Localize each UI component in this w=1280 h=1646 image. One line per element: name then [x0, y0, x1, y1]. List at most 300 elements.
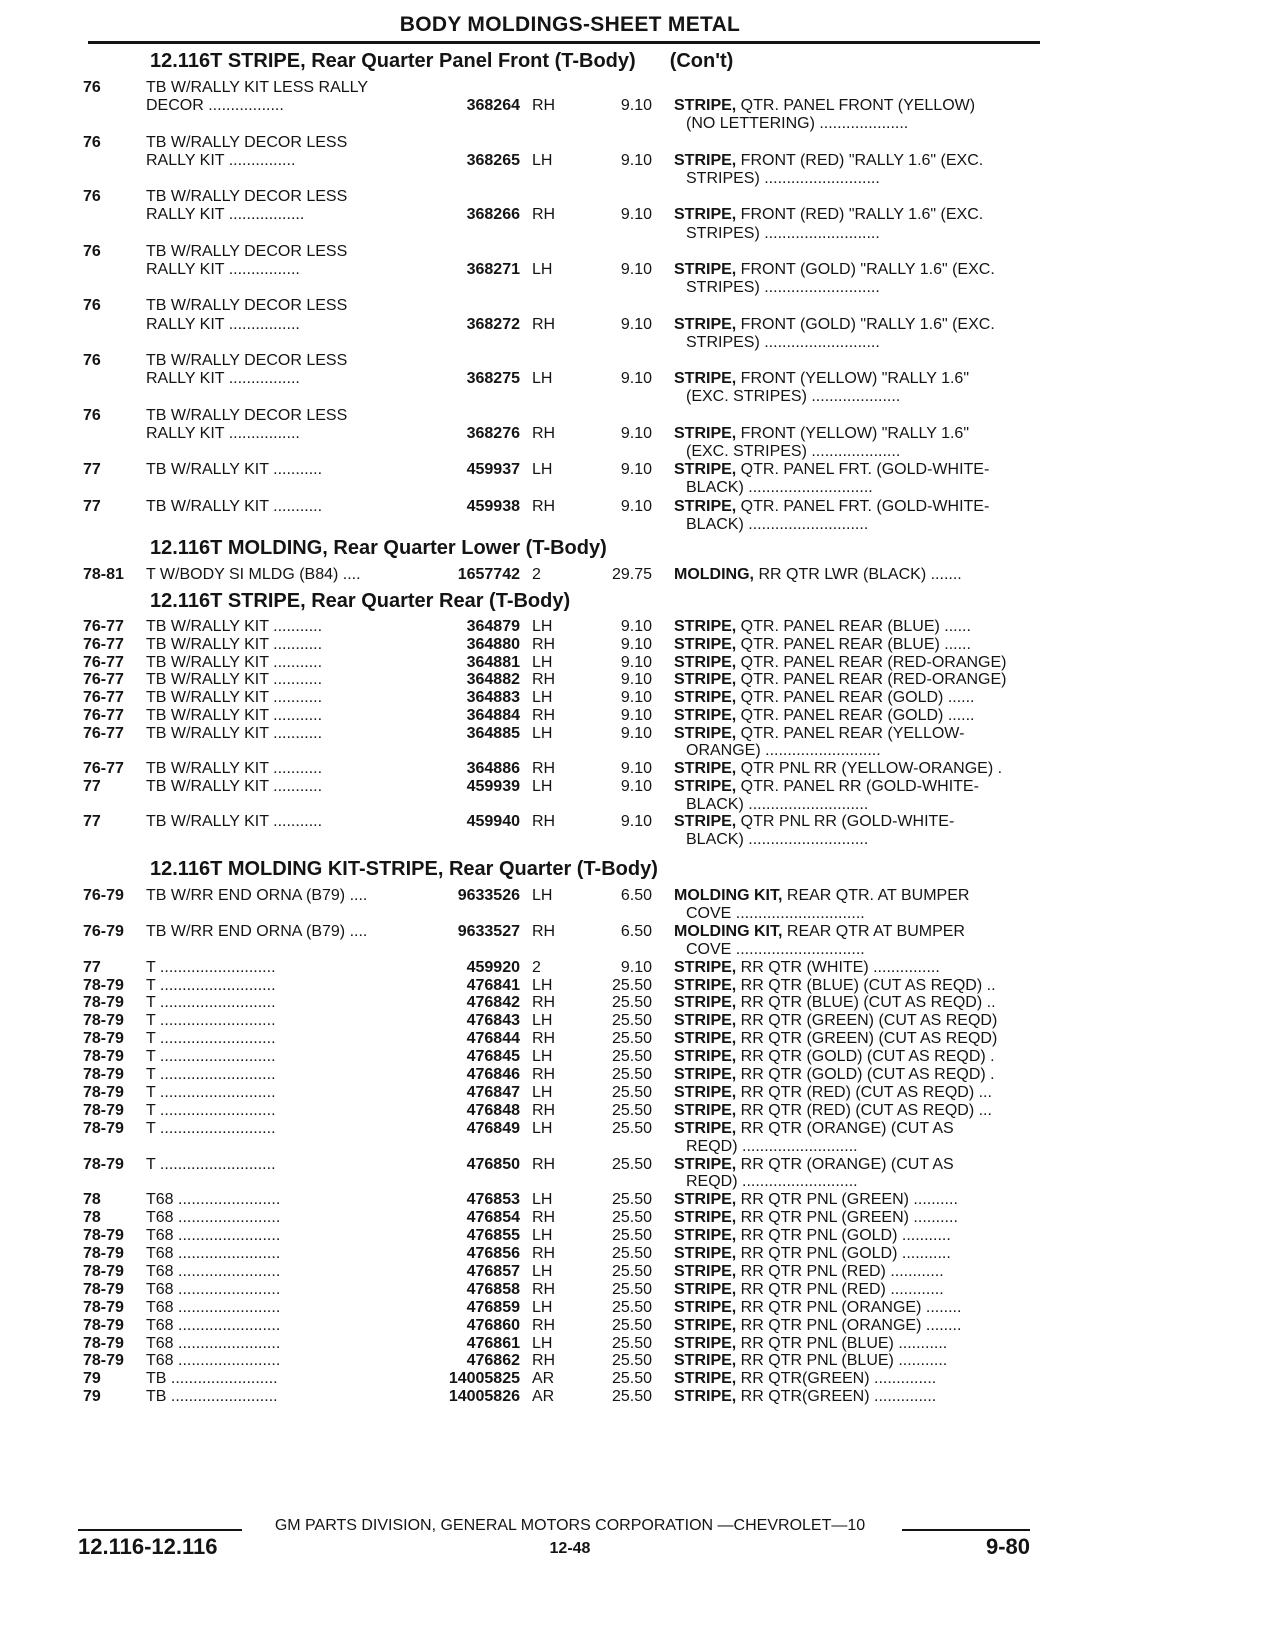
- part-name: [686, 442, 1050, 461]
- part-name-keyword: STRIPE,: [674, 813, 737, 831]
- usage-description: T W/BODY SI MLDG (B84) ....: [146, 566, 361, 583]
- part-name: [674, 96, 1038, 115]
- part-name-keyword: STRIPE,: [674, 1209, 737, 1227]
- part-name-detail: RR QTR PNL (GREEN) ..........: [736, 1209, 958, 1227]
- part-name-detail: RR QTR (RED) (CUT AS REQD) ...: [736, 1101, 992, 1119]
- part-number: 368275: [466, 370, 520, 388]
- parts-row: [0, 724, 1280, 743]
- part-name-keyword: STRIPE,: [674, 1030, 737, 1048]
- quantity: RH: [532, 1066, 556, 1083]
- part-name-detail: BLACK) ...........................: [686, 795, 869, 813]
- part-name: [674, 759, 1038, 778]
- part-number: 14005825: [448, 1370, 520, 1388]
- continuation-row: [0, 278, 1280, 297]
- model-year: 76-77: [83, 618, 124, 635]
- usage-description: RALLY KIT .................: [146, 206, 305, 224]
- part-number: 476844: [466, 1030, 520, 1048]
- part-number: 9633527: [457, 922, 520, 940]
- part-name-detail: QTR. PANEL REAR (RED-ORANGE): [736, 671, 1007, 689]
- continuation-row: [0, 78, 1280, 97]
- model-year: 76: [83, 133, 101, 151]
- price: 9.10: [620, 151, 652, 169]
- part-name-detail: BLACK) ...........................: [686, 515, 869, 533]
- continuation-row: [0, 242, 1280, 261]
- part-name: [674, 205, 1038, 224]
- part-name-keyword: STRIPE,: [674, 706, 737, 724]
- usage-description: T ..........................: [146, 958, 276, 976]
- part-name-detail: RR QTR (GOLD) (CUT AS REQD) .: [736, 1066, 995, 1083]
- part-name-keyword: STRIPE,: [674, 689, 737, 706]
- continuation-row: [0, 515, 1280, 534]
- continuation-row: [0, 169, 1280, 188]
- part-name-detail: RR QTR (RED) (CUT AS REQD) ...: [736, 1083, 992, 1101]
- model-year: 79: [83, 1370, 101, 1388]
- usage-description: T ..........................: [146, 1083, 276, 1101]
- part-name-detail: RR QTR PNL (RED) ............: [736, 1262, 944, 1280]
- parts-row: [0, 369, 1280, 388]
- part-name-detail: RR QTR (GREEN) (CUT AS REQD): [736, 1012, 998, 1030]
- model-year: 76-77: [83, 653, 124, 671]
- quantity: RH: [532, 1155, 556, 1173]
- part-name-keyword: STRIPE,: [674, 724, 737, 742]
- price: 9.10: [620, 760, 652, 777]
- usage-description: TB W/RALLY KIT ...........: [146, 461, 323, 479]
- quantity: LH: [532, 887, 553, 904]
- part-name: [686, 741, 1050, 760]
- part-name-detail: RR QTR (ORANGE) (CUT AS: [736, 1119, 954, 1137]
- model-year: 76: [83, 242, 101, 260]
- price: 9.10: [620, 689, 652, 706]
- usage-description: TB W/RALLY KIT LESS RALLY: [146, 79, 369, 96]
- parts-row: [0, 688, 1280, 707]
- part-number: 364882: [466, 671, 520, 689]
- parts-row: [0, 497, 1280, 516]
- part-name: [674, 1047, 1038, 1066]
- quantity: LH: [532, 1298, 553, 1316]
- part-name-detail: QTR. PANEL REAR (YELLOW-: [736, 724, 965, 742]
- part-name-keyword: STRIPE,: [674, 1227, 737, 1245]
- continuation-row: [0, 940, 1280, 959]
- usage-description: T68 .......................: [146, 1262, 281, 1280]
- part-name-detail: RR QTR(GREEN) ..............: [736, 1388, 937, 1406]
- part-name-detail: FRONT (YELLOW) "RALLY 1.6": [736, 424, 969, 442]
- price: 29.75: [611, 566, 652, 583]
- continuation-row: [0, 296, 1280, 315]
- price: 25.50: [611, 1370, 652, 1388]
- parts-row: [0, 886, 1280, 905]
- part-name-keyword: STRIPE,: [674, 671, 737, 689]
- usage-description: TB W/RALLY DECOR LESS: [146, 297, 348, 315]
- price: 25.50: [611, 1227, 652, 1245]
- price: 9.10: [620, 206, 652, 224]
- part-name-detail: QTR. PANEL FRT. (GOLD-WHITE-: [736, 497, 990, 515]
- price: 6.50: [620, 922, 652, 940]
- part-name-keyword: STRIPE,: [674, 976, 737, 994]
- parts-row: [0, 1244, 1280, 1263]
- part-number: 476850: [466, 1155, 520, 1173]
- usage-description: TB W/RALLY KIT ...........: [146, 706, 323, 724]
- part-name-keyword: STRIPE,: [674, 1262, 737, 1280]
- model-year: 78-79: [83, 1280, 124, 1298]
- part-name: [674, 260, 1038, 279]
- continuation-row: [0, 224, 1280, 243]
- part-name-detail: FRONT (RED) "RALLY 1.6" (EXC.: [736, 151, 984, 169]
- part-name: [674, 653, 1038, 672]
- part-name-keyword: MOLDING KIT,: [674, 922, 783, 940]
- section-title: [150, 537, 607, 560]
- part-number: 459939: [466, 777, 520, 795]
- part-number: 364884: [466, 706, 520, 724]
- part-name: [674, 1101, 1038, 1120]
- usage-description: TB ........................: [146, 1370, 278, 1388]
- footer-division: GM PARTS DIVISION, GENERAL MOTORS CORPORATION —CHEVROLET—10: [274, 1517, 866, 1534]
- part-name: [686, 278, 1050, 297]
- part-number: 364881: [466, 653, 520, 671]
- parts-row: [0, 315, 1280, 334]
- quantity: LH: [532, 1227, 553, 1245]
- part-name: [674, 1155, 1038, 1174]
- model-year: 78-81: [83, 566, 124, 583]
- model-year: 78-79: [83, 1298, 124, 1316]
- usage-description: T68 .......................: [146, 1245, 281, 1262]
- price: 25.50: [611, 1262, 652, 1280]
- part-number: 476846: [466, 1066, 520, 1083]
- part-name-detail: BLACK) ...........................: [686, 831, 869, 848]
- continuation-row: [0, 114, 1280, 133]
- quantity: RH: [532, 813, 556, 831]
- model-year: 76-77: [83, 635, 124, 653]
- usage-description: TB W/RALLY DECOR LESS: [146, 352, 348, 369]
- usage-description: RALLY KIT ................: [146, 261, 300, 278]
- model-year: 78-79: [83, 1316, 124, 1334]
- part-name: [674, 724, 1038, 743]
- parts-row: [0, 759, 1280, 778]
- part-number: 476856: [466, 1245, 520, 1262]
- part-number: 364886: [466, 760, 520, 777]
- part-name-detail: QTR. PANEL RR (GOLD-WHITE-: [736, 777, 979, 795]
- usage-description: RALLY KIT ................: [146, 315, 300, 333]
- part-name: [674, 424, 1038, 443]
- part-number: 368276: [466, 424, 520, 442]
- quantity: RH: [532, 635, 556, 653]
- section-title-text: 12.116T MOLDING KIT-STRIPE, Rear Quarter (T-Body): [150, 858, 658, 880]
- price: 9.10: [620, 706, 652, 724]
- price: 25.50: [611, 1030, 652, 1048]
- usage-description: TB ........................: [146, 1388, 278, 1406]
- part-name-detail: (EXC. STRIPES) ....................: [686, 388, 901, 406]
- part-name-keyword: MOLDING KIT,: [674, 887, 783, 904]
- quantity: RH: [532, 1316, 556, 1334]
- price: 25.50: [611, 1191, 652, 1209]
- usage-description: T68 .......................: [146, 1298, 281, 1316]
- usage-description: TB W/RALLY KIT ...........: [146, 760, 323, 777]
- usage-description: TB W/RALLY KIT ...........: [146, 724, 323, 742]
- part-name: [674, 706, 1038, 725]
- parts-row: [0, 1226, 1280, 1245]
- part-name: [674, 315, 1038, 334]
- price: 25.50: [611, 1119, 652, 1137]
- model-year: 78-79: [83, 1155, 124, 1173]
- quantity: LH: [532, 653, 553, 671]
- model-year: 76-77: [83, 689, 124, 706]
- usage-description: T ..........................: [146, 976, 276, 994]
- part-name: [686, 1137, 1050, 1156]
- usage-description: TB W/RALLY KIT ...........: [146, 497, 323, 515]
- parts-row: [0, 976, 1280, 995]
- model-year: 76-77: [83, 760, 124, 777]
- model-year: 78-79: [83, 1227, 124, 1245]
- price: 25.50: [611, 1012, 652, 1030]
- part-name-keyword: STRIPE,: [674, 1245, 737, 1262]
- part-name-keyword: STRIPE,: [674, 653, 737, 671]
- part-name-detail: FRONT (GOLD) "RALLY 1.6" (EXC.: [736, 315, 995, 333]
- section-continued-label: (Con't): [669, 50, 734, 72]
- part-name-detail: RR QTR PNL (BLUE) ...........: [736, 1352, 948, 1370]
- parts-row: [0, 1101, 1280, 1120]
- parts-row: [0, 1369, 1280, 1388]
- parts-row: [0, 1298, 1280, 1317]
- footer-group-range: 12.116-12.116: [78, 1534, 218, 1559]
- model-year: 79: [83, 1388, 101, 1406]
- quantity: LH: [532, 976, 553, 994]
- usage-description: RALLY KIT ...............: [146, 151, 296, 169]
- quantity: LH: [532, 1048, 553, 1066]
- part-name-detail: QTR. PANEL FRT. (GOLD-WHITE-: [736, 461, 990, 479]
- part-name: [686, 795, 1050, 814]
- section-title: [150, 50, 733, 73]
- quantity: RH: [532, 1245, 556, 1262]
- parts-row: [0, 706, 1280, 725]
- page-title: BODY MOLDINGS-SHEET METAL: [399, 13, 741, 36]
- part-name: [686, 114, 1050, 133]
- part-name: [686, 169, 1050, 188]
- quantity: RH: [532, 1280, 556, 1298]
- usage-description: DECOR .................: [146, 97, 284, 115]
- usage-description: TB W/RALLY DECOR LESS: [146, 188, 348, 206]
- section-title-text: 12.116T STRIPE, Rear Quarter Rear (T-Body): [150, 590, 571, 612]
- usage-description: RALLY KIT ................: [146, 370, 300, 388]
- part-number: 476861: [466, 1334, 520, 1352]
- continuation-row: [0, 387, 1280, 406]
- part-name-detail: FRONT (YELLOW) "RALLY 1.6": [736, 370, 969, 388]
- part-name-detail: STRIPES) ..........................: [686, 333, 880, 351]
- part-name-keyword: STRIPE,: [674, 1155, 737, 1173]
- price: 9.10: [620, 653, 652, 671]
- usage-description: T68 .......................: [146, 1191, 281, 1209]
- quantity: LH: [532, 1191, 553, 1209]
- parts-row: [0, 151, 1280, 170]
- part-name-keyword: STRIPE,: [674, 1083, 737, 1101]
- part-name-detail: FRONT (RED) "RALLY 1.6" (EXC.: [736, 206, 984, 224]
- parts-row: [0, 96, 1280, 115]
- part-name: [674, 1262, 1038, 1281]
- parts-row: [0, 260, 1280, 279]
- part-name: [674, 993, 1038, 1012]
- model-year: 77: [83, 461, 101, 479]
- part-name: [674, 670, 1038, 689]
- part-name-keyword: STRIPE,: [674, 1119, 737, 1137]
- part-number: 368265: [466, 151, 520, 169]
- part-name: [674, 617, 1038, 636]
- model-year: 76: [83, 188, 101, 206]
- quantity: RH: [532, 671, 556, 689]
- continuation-row: [0, 442, 1280, 461]
- continuation-row: [0, 1172, 1280, 1191]
- quantity: RH: [532, 206, 556, 224]
- part-name: [674, 886, 1038, 905]
- price: 9.10: [620, 777, 652, 795]
- parts-row: [0, 1280, 1280, 1299]
- quantity: LH: [532, 151, 553, 169]
- continuation-row: [0, 351, 1280, 370]
- model-year: 78-79: [83, 994, 124, 1012]
- part-number: 368266: [466, 206, 520, 224]
- footer-date: 9-80: [985, 1534, 1030, 1559]
- part-name-keyword: STRIPE,: [674, 370, 737, 388]
- part-number: 368271: [466, 261, 520, 278]
- part-number: 364883: [466, 689, 520, 706]
- model-year: 78-79: [83, 1030, 124, 1048]
- part-number: 476855: [466, 1227, 520, 1245]
- part-name-keyword: STRIPE,: [674, 424, 737, 442]
- part-name-detail: RR QTR PNL (GOLD) ...........: [736, 1245, 951, 1262]
- model-year: 78-79: [83, 1101, 124, 1119]
- quantity: RH: [532, 760, 556, 777]
- model-year: 76-77: [83, 671, 124, 689]
- parts-row: [0, 777, 1280, 796]
- usage-description: TB W/RALLY KIT ...........: [146, 618, 323, 635]
- part-name: [674, 460, 1038, 479]
- quantity: RH: [532, 706, 556, 724]
- part-name-keyword: MOLDING,: [674, 566, 754, 583]
- price: 9.10: [620, 424, 652, 442]
- model-year: 78-79: [83, 1334, 124, 1352]
- part-name: [674, 777, 1038, 796]
- model-year: 76-79: [83, 887, 124, 904]
- part-name-keyword: STRIPE,: [674, 1048, 737, 1066]
- part-name-keyword: STRIPE,: [674, 461, 737, 479]
- quantity: 2: [532, 566, 541, 583]
- part-number: 476858: [466, 1280, 520, 1298]
- usage-description: T ..........................: [146, 1048, 276, 1066]
- part-name-detail: STRIPES) ..........................: [686, 170, 880, 187]
- price: 25.50: [611, 994, 652, 1012]
- section-title-text: 12.116T STRIPE, Rear Quarter Panel Front (T-Body): [150, 50, 636, 72]
- usage-description: TB W/RR END ORNA (B79) ....: [146, 922, 368, 940]
- usage-description: T68 .......................: [146, 1352, 281, 1370]
- part-number: 476857: [466, 1262, 520, 1280]
- quantity: RH: [532, 922, 556, 940]
- part-name: [674, 1280, 1038, 1299]
- parts-row: [0, 1190, 1280, 1209]
- part-name: [686, 387, 1050, 406]
- part-number: 476849: [466, 1119, 520, 1137]
- parts-row: [0, 812, 1280, 831]
- parts-row: [0, 1065, 1280, 1084]
- part-name-detail: STRIPES) ..........................: [686, 224, 880, 242]
- price: 9.10: [620, 618, 652, 635]
- quantity: LH: [532, 261, 553, 278]
- part-name-detail: RR QTR PNL (GOLD) ...........: [736, 1227, 951, 1245]
- usage-description: T ..........................: [146, 1155, 276, 1173]
- parts-row: [0, 617, 1280, 636]
- quantity: RH: [532, 315, 556, 333]
- price: 25.50: [611, 1334, 652, 1352]
- part-name-detail: RR QTR PNL (RED) ............: [736, 1280, 944, 1298]
- part-name-detail: STRIPES) ..........................: [686, 279, 880, 297]
- part-name-keyword: STRIPE,: [674, 97, 737, 115]
- part-name: [674, 1011, 1038, 1030]
- part-number: 476841: [466, 976, 520, 994]
- part-name-keyword: STRIPE,: [674, 618, 737, 635]
- model-year: 78-79: [83, 1262, 124, 1280]
- model-year: 76: [83, 352, 101, 369]
- part-number: 368264: [466, 97, 520, 115]
- part-name-detail: QTR. PANEL REAR (BLUE) ......: [736, 618, 971, 635]
- part-name-detail: BLACK) ............................: [686, 479, 873, 497]
- parts-row: [0, 460, 1280, 479]
- part-name-detail: QTR. PANEL REAR (GOLD) ......: [736, 689, 975, 706]
- part-name-keyword: STRIPE,: [674, 994, 737, 1012]
- usage-description: T ..........................: [146, 1012, 276, 1030]
- quantity: RH: [532, 1030, 556, 1048]
- part-name: [686, 224, 1050, 243]
- part-name-keyword: STRIPE,: [674, 315, 737, 333]
- part-number: 476843: [466, 1012, 520, 1030]
- parts-row: [0, 1334, 1280, 1353]
- parts-row: [0, 1262, 1280, 1281]
- usage-description: TB W/RALLY DECOR LESS: [146, 133, 348, 151]
- part-name: [674, 922, 1038, 941]
- part-name: [686, 478, 1050, 497]
- part-name-detail: RR QTR (ORANGE) (CUT AS: [736, 1155, 954, 1173]
- part-name: [674, 1244, 1038, 1263]
- price: 9.10: [620, 497, 652, 515]
- part-name-detail: REQD) ..........................: [686, 1137, 858, 1155]
- price: 9.10: [620, 97, 652, 115]
- part-name: [674, 565, 1038, 584]
- parts-row: [0, 635, 1280, 654]
- part-name-keyword: STRIPE,: [674, 1352, 737, 1370]
- usage-description: TB W/RALLY DECOR LESS: [146, 406, 348, 424]
- part-name-detail: RR QTR (GOLD) (CUT AS REQD) .: [736, 1048, 995, 1066]
- continuation-row: [0, 904, 1280, 923]
- usage-description: TB W/RALLY KIT ...........: [146, 777, 323, 795]
- usage-description: T ..........................: [146, 1119, 276, 1137]
- part-name: [674, 958, 1038, 977]
- quantity: LH: [532, 689, 553, 706]
- part-name-detail: QTR PNL RR (GOLD-WHITE-: [736, 813, 955, 831]
- section-title: [150, 590, 570, 613]
- model-year: 78-79: [83, 1245, 124, 1262]
- part-name: [674, 1351, 1038, 1370]
- model-year: 78-79: [83, 1066, 124, 1083]
- model-year: 78-79: [83, 1048, 124, 1066]
- parts-row: [0, 1316, 1280, 1335]
- price: 25.50: [611, 1101, 652, 1119]
- price: 25.50: [611, 1083, 652, 1101]
- usage-description: T68 .......................: [146, 1316, 281, 1334]
- quantity: RH: [532, 1352, 556, 1370]
- part-name: [686, 1172, 1050, 1191]
- part-name-detail: RR QTR (BLUE) (CUT AS REQD) ..: [736, 994, 996, 1012]
- part-name-detail: REAR QTR AT BUMPER: [782, 922, 965, 940]
- part-name: [674, 1029, 1038, 1048]
- parts-row: [0, 1155, 1280, 1174]
- parts-row: [0, 565, 1280, 584]
- model-year: 77: [83, 813, 101, 831]
- model-year: 78: [83, 1209, 101, 1227]
